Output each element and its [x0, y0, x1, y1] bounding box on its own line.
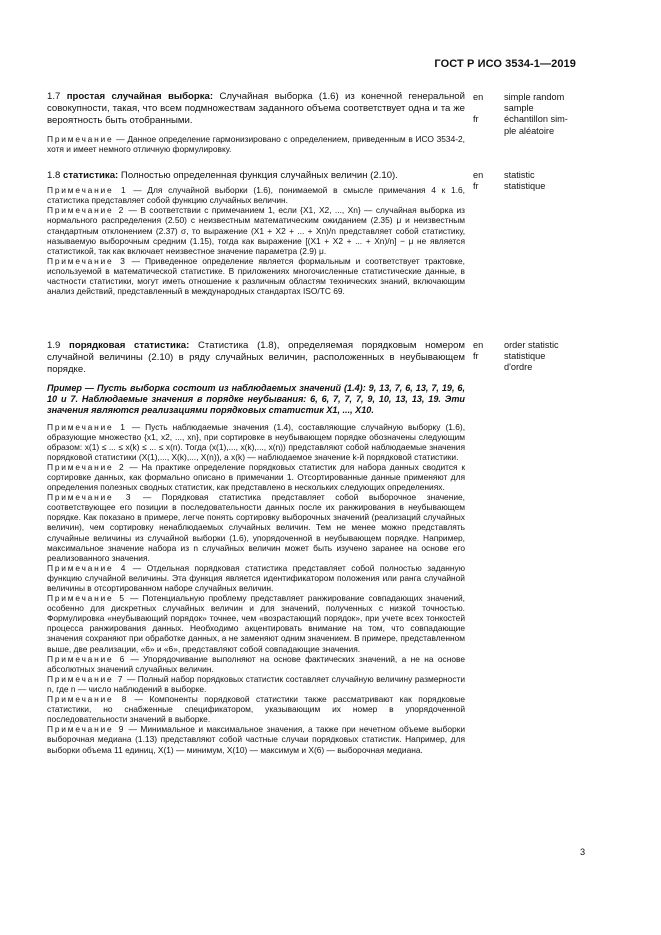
note-label: Примечание 2 — [47, 205, 126, 216]
note-text: — Отдельная порядковая статистика представляет собой полностью заданную функцию случайной величины. Эта функция является идентификатором положения или ранга случайной величины в отсортированном наборе случайных величин. — [47, 562, 465, 593]
note-9 — [47, 724, 465, 754]
note-label: Примечание 9 — [47, 724, 126, 735]
note-text-cont: (X1 + X2 + ... + Xn)/n представляет собой статистику, называемую выборочным средним (1.15), тогда как выражение [(X1 + X2 + ... + Xn)/n] − μ не является статистикой, так как включает неизвестное значение параметра (2.9) μ. — [47, 225, 466, 256]
entry-1-7 — [47, 91, 465, 154]
term: порядковая статистика: — [69, 340, 190, 351]
lang-code-fr: fr — [473, 114, 479, 125]
note-label: Примечание 5 — [47, 593, 126, 604]
definition-text: Статистика (1.8), определяемая порядковым номером случайной величины (2.10) в ряду случайных величин, расположенных в неубывающем порядке. — [47, 340, 466, 376]
lang-code-fr: fr — [473, 181, 479, 192]
lang-code-fr: fr — [473, 351, 479, 362]
entry-1-8-definition — [47, 170, 465, 182]
term: статистика: — [63, 170, 119, 181]
entry-1-9-definition — [47, 340, 465, 377]
note-1 — [47, 185, 465, 205]
en-term: order statistic — [504, 340, 559, 350]
fr-term: échantillon sim- — [504, 114, 568, 125]
lang-code-en: en — [473, 170, 484, 180]
note-label: Примечание 6 — [47, 653, 127, 664]
note-label: Примечание 2 — [47, 461, 126, 472]
definition-text: Случайная выборка (1.6) из конечной генеральной совокупности, такая, что всем подмножествам заданного объема соответствует одна и та же вероятность быть отобранными. — [47, 91, 465, 127]
note-3 — [47, 256, 465, 296]
fr-term: statistique — [504, 181, 546, 192]
note-text: — Минимальное и максимальное значения, а также при нечетном объеме выборки выборочная медиана (1.13) представляют собой частные случаи порядковых статистик. Например, для выборки объема 11 единиц, X(1) — минимум, X(10) — максимум и X(6) — выборочная медиана. — [47, 724, 466, 755]
note-text: — Полный набор порядковых статистик составляет случайную величину размерности n, где n — число наблюдений в выборке. — [47, 673, 466, 694]
note-label: Примечание 8 — [47, 694, 129, 705]
fr-term-cont: d'ordre — [504, 362, 533, 373]
note-text: — Пусть наблюдаемые значения (1.4), составляющие случайную выборку (1.6), образующие множество {x1, x2, ..., xn}, при сортировке в неубывающем порядке обозначены следующим образом: x(1) ≤ ... ≤ x(k) ≤ ... ≤ x(n). Тогда (x(1),..., x(k),..., x(n)) представляют собой наблюдаемые значения порядковой статистики (X(1),..., X(k),..., X(n)), а x(k) — наблюдаемое значение k-й порядковой статистики. — [47, 421, 466, 462]
note-2 — [47, 205, 465, 255]
note-5 — [47, 593, 465, 654]
note-text: — Для случайной выборки (1.6), понимаемой в смысле примечания 4 к 1.6, статистика представляет собой функцию случайных величин. — [47, 185, 466, 206]
entry-number: 1.9 — [47, 340, 61, 351]
note-text: — Приведенное определение является формальным и соответствует трактовке, используемой в математической статистике. В приложениях многочисленные статистические данные, в частности статистики, могут иметь отношение к различным областям технических знаний, включающим анализ действий, представленный в международных стандартах ISO/TC 69. — [47, 255, 466, 297]
note-label: Примечание 3 — [47, 492, 133, 503]
definition-text: Полностью определенная функция случайных величин (2.10). — [120, 170, 398, 181]
note-text: — Порядковая статистика представляет собой выборочное значение, соответствующее его позиции в последовательности данных после их ранжирования в неубывающем порядке. Как показано в примере, легче понять сортировку выборочных значений (реализаций случайных величин), чем сортировку ненаблюдаемых случайных величин. Тем не менее можно представлять случайные величины из случайной выборки (1.6), упорядоченной в неубывающем порядке. Например, максимальное значение набора из n случайных величин может быть изучено заранее на основе его реализованного значения. — [47, 492, 466, 563]
entry-1-9-equivalents — [473, 340, 559, 374]
note-6 — [47, 654, 465, 674]
note-text: — Компоненты порядковой статистики также рассматривают как порядковые статистики, но снабженные спецификатором, указывающим их номер в упорядоченной последовательности значений в выборке. — [47, 694, 466, 725]
en-term: simple random — [504, 92, 565, 102]
page-number: 3 — [580, 847, 586, 857]
note-text: — На практике определение порядковых статистик для набора данных сводится к сортировке данных, как формально описано в примечании 1. Отсортированные данные применяют для определения полезных сводных статистик, как представлено в нескольких следующих определениях. — [47, 461, 466, 493]
fr-term-cont: ple aléatoire — [504, 125, 555, 136]
entry-1-7-equivalents — [473, 92, 568, 137]
note — [47, 134, 465, 154]
entry-number: 1.8 — [47, 170, 61, 181]
note-7 — [47, 674, 465, 694]
lang-code-en: en — [473, 340, 484, 350]
note-8 — [47, 694, 465, 724]
en-term-cont: sample — [504, 103, 534, 114]
lang-code-en: en — [473, 92, 484, 102]
term: простая случайная выборка: — [66, 91, 214, 102]
note-label: Примечание 4 — [47, 562, 128, 573]
en-term: statistic — [504, 170, 535, 180]
entry-number: 1.7 — [47, 91, 61, 102]
example: Пример — Пусть выборка состоит из наблюдаемых значений (1.4): 9, 13, 7, 6, 13, 7, 19, 6, 10 и 7. Наблюдаемые значения в порядке неубывания: 6, 6, 7, 7, 7, 9, 10, 13, 13, 19. Эти значения являются реализациями порядковых статистик X1, ..., X10. — [47, 382, 465, 416]
note-label: Примечание 1 — [47, 185, 128, 196]
note-text: — В соответствии с примечанием 1, если {X1, X2, ..., Xn} — случайная выборка из нормального распределения (2.50) с неизвестным математическим ожиданием (2.35) μ и неизвестным стандартным отклонением (2.37) σ, то выражение — [47, 205, 466, 236]
note-label: Примечание — [47, 133, 114, 144]
entry-1-7-definition — [47, 91, 465, 128]
note-2 — [47, 462, 465, 492]
note-label: Примечание 3 — [47, 255, 127, 266]
fr-term: statistique — [504, 351, 546, 362]
note-4 — [47, 563, 465, 593]
note-text: — Данное определение гармонизировано с определением, приведенным в ИСО 3534-2, хотя и имеет немного отличную формулировку. — [47, 133, 466, 154]
note-label: Примечание 7 — [47, 673, 125, 684]
standard-header: ГОСТ Р ИСО 3534-1—2019 — [434, 58, 576, 70]
note-1 — [47, 422, 465, 462]
note-text: — Упорядочивание выполняют на основе фактических значений, а не на основе абсолютных значений случайных величин. — [47, 653, 466, 674]
note-label: Примечание 1 — [47, 421, 127, 432]
note-3 — [47, 492, 465, 563]
entry-1-8-equivalents — [473, 170, 545, 192]
note-text: — Потенциальную проблему представляет ранжирование совпадающих значений, особенно для дискретных случайных величин и для значений, полученных с низкой точностью. Формулировка «неубывающий порядок» точнее, чем «возрастающий порядок», при учете всех тонкостей процесса ранжирования данных. Необходимо акцентировать внимание на том, что совпадающие значения сохраняют при обработке данных, а не заменяют одним значением. В примере, представленном выше, две реализации, «6» и «6», представляют собой совпадающие значения. — [47, 593, 466, 654]
entry-1-8 — [47, 170, 465, 296]
entry-1-9 — [47, 340, 465, 755]
